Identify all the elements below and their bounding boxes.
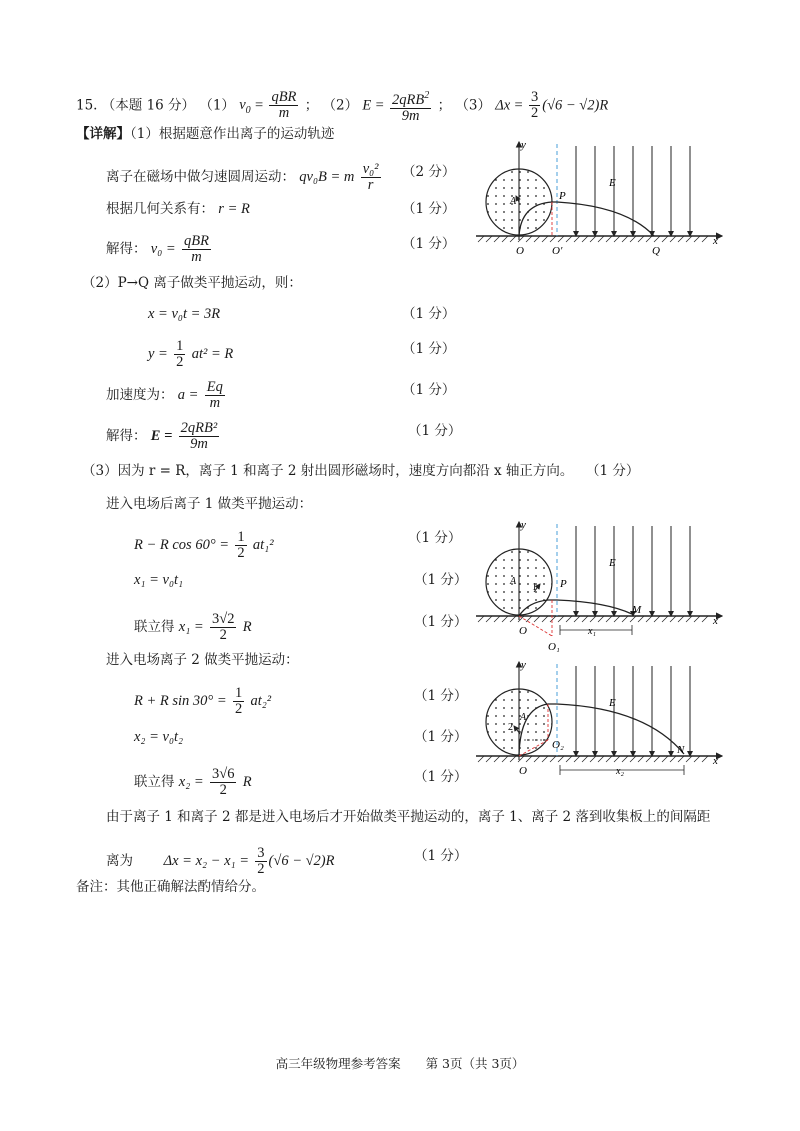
ion1-result: 联立得 x₁ = $\frac{3√2}{2}$ R [134,611,252,643]
label-Q: Q [652,245,660,257]
score-1: （1 分） [586,463,640,479]
score-1: （1 分） [402,201,456,217]
ion1-intro: 进入电场后离子 1 做类平抛运动： [106,496,313,512]
label-O-prime: O′ [552,245,563,257]
score-1: （1 分） [408,530,462,546]
label-A: A [510,576,517,587]
geo-line: 根据几何关系有： r = R [106,201,250,217]
label-O1: O₁ [548,641,560,653]
dx-fraction: $\frac{3}{2}$ [530,89,539,122]
part3-intro: （3）因为 r = R，离子 1 和离子 2 射出圆形磁场时，速度方向都沿 x 轴正方向。 [82,463,574,479]
figure-1 [476,136,726,258]
score-1: （1 分） [414,729,468,745]
ion2-result: 联立得 x₂ = $\frac{3√6}{2}$ R [134,766,252,798]
question-points: （本题 16 分） [101,97,196,114]
label-O: O [519,625,527,637]
conclusion: 由于离子 1 和离子 2 都是进入电场后才开始做类平抛运动的，离子 1、离子 2 落到收集板上的间隔距 [106,809,711,825]
label-P: P [560,578,567,590]
label-y: y [521,659,526,671]
label-ion2: 2 [508,722,513,733]
score-1: （1 分） [402,236,456,252]
part3-label: （3） [455,97,491,114]
ground-hatch [478,236,708,242]
label-x: x [713,755,718,767]
magnetic-field-circle [486,549,552,615]
label-O2: O₂ [552,739,564,751]
x-eq: x = v₀t = 3R [148,306,221,322]
label-x: x [713,615,718,627]
label-x1: x₁ [588,626,596,637]
label-E: E [609,557,616,569]
label-N: N [677,744,685,756]
figure-2 [476,516,726,656]
E-fraction: $\frac{2qRB^2}{9m}$ [392,90,430,124]
part1-label: （1） [199,97,235,114]
label-E: E [609,697,616,709]
score-1: （1 分） [402,382,456,398]
score-1: （1 分） [414,688,468,704]
v0-symbol: $v_0$ [239,97,251,117]
detail-heading: 【详解】（1）根据题意作出离子的运动轨迹 [76,126,335,142]
acc-line: 加速度为： a = $\frac{Eq}{m}$ [106,379,223,411]
detail-tag: 【详解】 [76,126,130,142]
part2-intro: （2）P→Q 离子做类平抛运动，则： [82,275,302,291]
label-A: A [510,196,517,207]
ion2-eq1: R + R sin 30° = $\frac{1}{2}$ at₂² [134,685,272,717]
ion2-intro: 进入电场离子 2 做类平抛运动： [106,652,299,668]
label-x: x [713,235,718,247]
label-ion1: 1 [532,582,537,593]
score-1: （1 分） [414,572,468,588]
ion2-eq2: x₂ = v₀t₂ [134,729,184,745]
v0-fraction: $\frac{\text{qBR}}{m}$ [271,89,297,122]
label-E: E [609,177,616,189]
label-O: O [519,765,527,777]
solve-E-line: 解得： E = $\frac{\text{2qRB²}}{9m}$ [106,420,218,452]
y-eq: y = $\frac{1}{2}$ at² = R [148,338,234,370]
score-1: （1 分） [408,423,462,439]
label-y: y [521,519,526,531]
score-1: （1 分） [414,614,468,630]
part2-label: （2） [322,97,359,114]
field-lines [576,146,690,236]
label-y: y [521,139,526,151]
ion1-eq2: x₁ = v₀t₁ [134,572,184,588]
label-P: P [559,190,566,202]
solve-v0-line: 解得： v₀ = $\frac{\text{qBR}}{m}$ [106,233,209,265]
page-footer: 高三年级物理参考答案 第 3页（共 3页） [275,1056,525,1071]
score-1: （1 分） [414,848,468,864]
answer-summary: 15. （本题 16 分） （1） $v_0$ = $\frac{\text{qBR}}{m}$ ； （2） E = $\frac{2qRB^2}{9m}$ ； （3） Δx = $\frac{3}{2}$ (√6 − √2)R [76,89,609,124]
score-2: （2 分） [402,164,456,180]
label-x2: x₂ [616,766,624,777]
score-1: （1 分） [402,306,456,322]
note: 备注：其他正确解法酌情给分。 [76,879,265,895]
score-1: （1 分） [402,341,456,357]
distance-line: 离为 Δx = x₂ − x₁ = $\frac{3}{2}$ (√6 − √2)R [106,845,335,877]
score-1: （1 分） [414,769,468,785]
label-M: M [632,604,642,616]
circ-motion-line: 离子在磁场中做匀速圆周运动： qv₀B = m $\frac{\text{v₀²}}{r}$ [106,161,379,193]
figure-3 [476,656,726,778]
ion1-eq1: R − R cos 60° = $\frac{1}{2}$ at₁² [134,529,274,561]
question-number: 15. [76,97,98,114]
label-A: A [520,712,527,723]
label-O: O [516,245,524,257]
